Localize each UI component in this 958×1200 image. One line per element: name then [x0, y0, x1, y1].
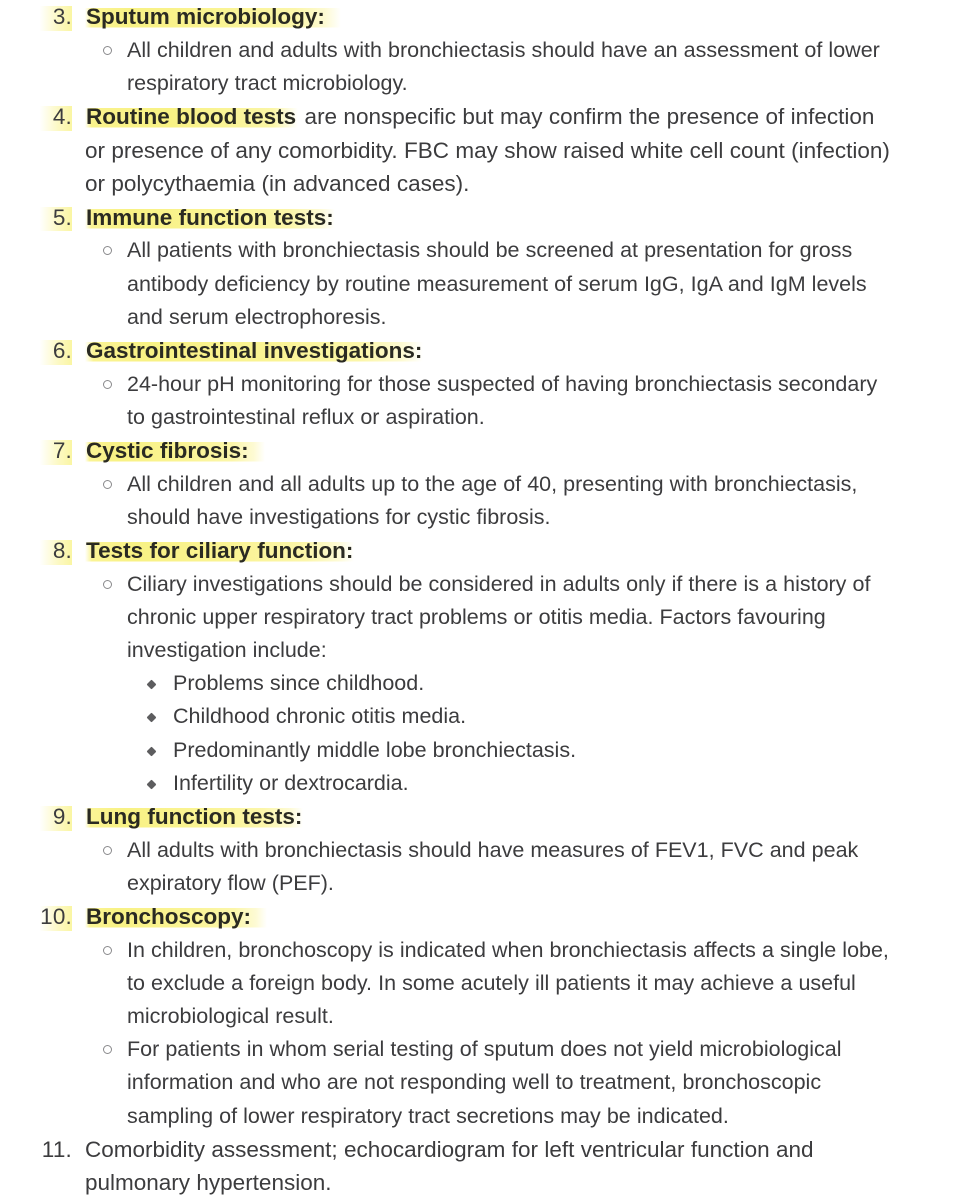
factor-text-2: Childhood chronic otitis media. — [173, 704, 467, 729]
sublist-10 — [85, 934, 900, 1133]
list-item-7 — [0, 434, 958, 534]
list-number-4: 4. — [0, 100, 72, 134]
list-item-8 — [0, 534, 958, 800]
diamond-bullet-icon — [147, 713, 157, 723]
list-item-10-body — [85, 900, 900, 1133]
list-item-9-body — [85, 800, 900, 900]
list-item-8-body — [85, 534, 900, 800]
list-item-9 — [0, 800, 958, 900]
list-item — [85, 1033, 900, 1133]
circle-bullet-icon — [103, 580, 112, 589]
factor-text-1: Problems since childhood. — [173, 671, 425, 696]
sublist-8-factors — [127, 667, 900, 800]
diamond-bullet-icon — [147, 779, 157, 789]
heading-lung-function-tests: Lung function tests: — [86, 804, 303, 829]
sublist-5-text-1: All patients with bronchiectasis should be screened at presentation for gross antibody deficiency by routine measurement of serum IgG, IgA and IgM levels and serum electrophoresis. — [127, 238, 867, 329]
list-item — [127, 700, 900, 733]
circle-bullet-icon — [103, 946, 112, 955]
sublist-7 — [85, 468, 900, 534]
circle-bullet-icon — [103, 846, 112, 855]
list-item — [85, 468, 900, 534]
list-item-4-body — [85, 100, 900, 201]
list-item-3 — [0, 0, 958, 100]
circle-bullet-icon — [103, 246, 112, 255]
sublist-6-text-1: 24-hour pH monitoring for those suspected of having bronchiectasis secondary to gastrointestinal reflux or aspiration. — [127, 371, 878, 429]
list-item-6 — [0, 334, 958, 434]
list-number-5: 5. — [0, 201, 72, 235]
list-number-3: 3. — [0, 0, 72, 34]
factor-text-3: Predominantly middle lobe bronchiectasis. — [173, 737, 577, 762]
list-item-10 — [0, 900, 958, 1133]
heading-tests-for-ciliary-function: Tests for ciliary function: — [86, 537, 354, 563]
heading-sputum-microbiology: Sputum microbiology: — [85, 4, 341, 29]
heading-cystic-fibrosis: Cystic fibrosis: — [85, 438, 265, 463]
list-number-10: 10. — [0, 900, 72, 934]
sublist-3 — [85, 34, 900, 100]
heading-routine-blood-tests: Routine blood tests — [86, 104, 297, 129]
list-number-11: 11. — [41, 1136, 72, 1162]
diamond-bullet-icon — [147, 680, 157, 690]
circle-bullet-icon — [103, 46, 112, 55]
heading-bronchoscopy: Bronchoscopy: — [85, 904, 267, 929]
list-item — [85, 834, 900, 900]
list-number-6: 6. — [0, 334, 72, 368]
list-item-5 — [0, 201, 958, 334]
list-item — [127, 767, 900, 800]
list-item — [85, 34, 900, 100]
sublist-8-text-1: Ciliary investigations should be considered in adults only if there is a history of chronic upper respiratory tract problems or otitis media. Factors favouring investigation include: — [127, 571, 871, 662]
sublist-10-text-1: In children, bronchoscopy is indicated when bronchiectasis affects a single lobe, to exclude a foreign body. In some acutely ill patients it may achieve a useful microbiological result. — [127, 937, 889, 1028]
heading-immune-function-tests: Immune function tests: — [86, 204, 334, 230]
list-item-11 — [0, 1133, 958, 1200]
sublist-3-text-1: All children and adults with bronchiectasis should have an assessment of lower respiratory tract microbiology. — [127, 37, 880, 95]
circle-bullet-icon — [103, 1045, 112, 1054]
sublist-5 — [85, 234, 900, 334]
list-item — [85, 934, 900, 1034]
list-item-4 — [0, 100, 958, 201]
list-number-9: 9. — [0, 800, 72, 834]
factor-text-4: Infertility or dextrocardia. — [173, 770, 409, 795]
circle-bullet-icon — [103, 480, 112, 489]
diamond-bullet-icon — [147, 746, 157, 756]
sublist-10-text-2: For patients in whom serial testing of sputum does not yield microbiological information and who are not responding well to treatment, bronchoscopic sampling of lower respiratory tract secretions may be indicated. — [127, 1037, 842, 1128]
list-item-4-text: are nonspecific but may confirm the presence of infection or presence of any comorbidity. FBC may show raised white cell count (infection) or polycythaemia (in advanced cases). — [85, 104, 890, 197]
list-item — [127, 667, 900, 700]
sublist-7-text-1: All children and all adults up to the age of 40, presenting with bronchiectasis, should have investigations for cystic fibrosis. — [127, 471, 858, 529]
list-item-7-body — [85, 434, 900, 534]
list-item — [85, 568, 900, 800]
heading-gastrointestinal-investigations: Gastrointestinal investigations: — [86, 337, 423, 363]
list-item-5-body — [85, 201, 900, 334]
sublist-9-text-1: All adults with bronchiectasis should have measures of FEV1, FVC and peak expiratory flow (PEF). — [127, 837, 859, 895]
sublist-9 — [85, 834, 900, 900]
list-number-8: 8. — [0, 534, 72, 568]
sublist-6 — [85, 368, 900, 434]
list-item — [85, 234, 900, 334]
circle-bullet-icon — [103, 380, 112, 389]
list-item-3-body — [85, 0, 900, 100]
list-item — [85, 368, 900, 434]
list-item-6-body — [85, 334, 900, 434]
list-item-11-body: Comorbidity assessment; echocardiogram for left ventricular function and pulmonary hypertension. — [85, 1136, 814, 1196]
list-number-7: 7. — [0, 434, 72, 468]
sublist-8 — [85, 568, 900, 800]
list-item — [127, 734, 900, 767]
